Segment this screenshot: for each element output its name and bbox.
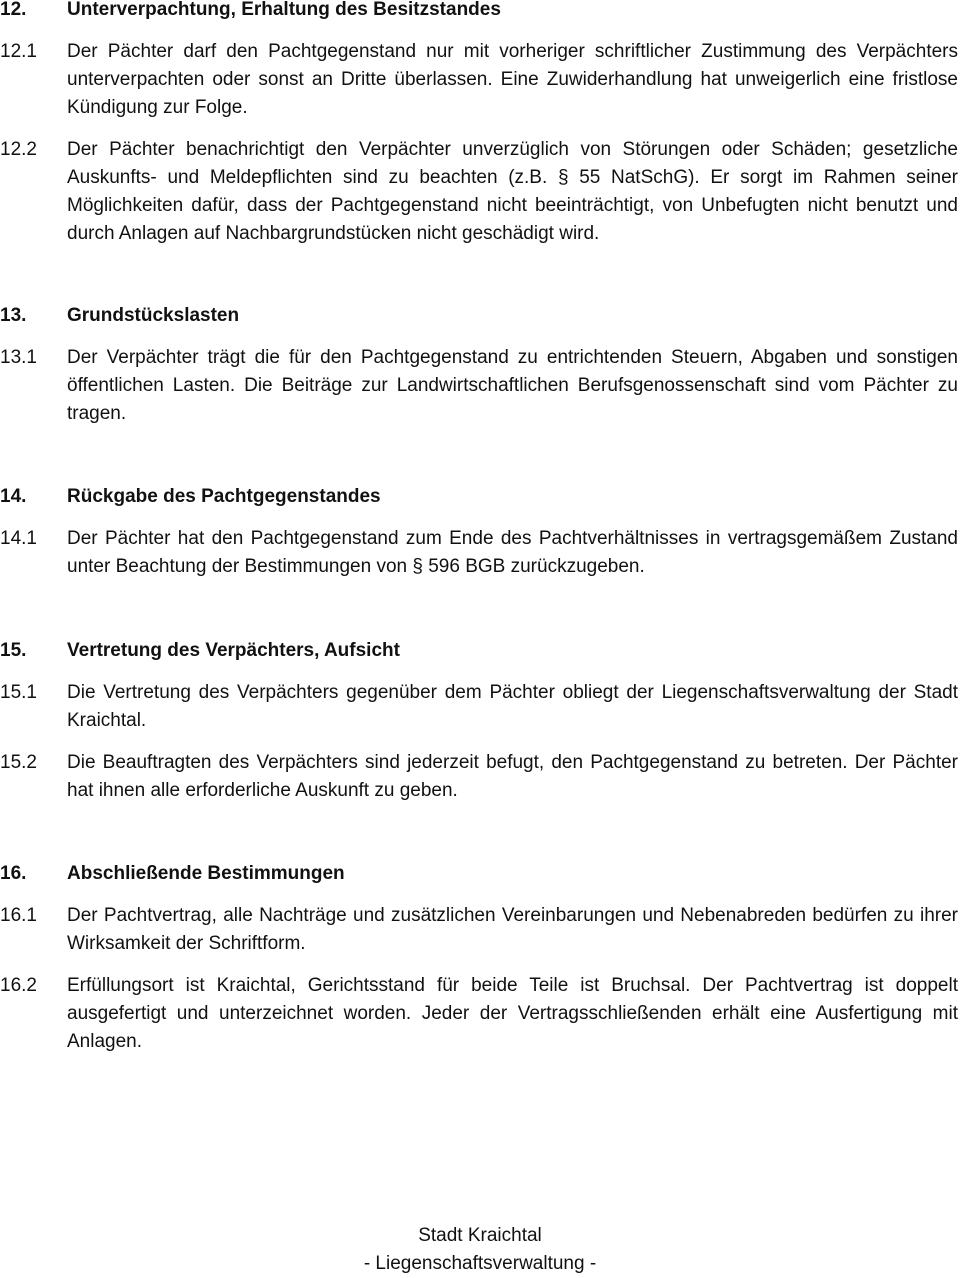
section-title: Grundstückslasten [67,305,240,326]
clause-number: 15.2 [0,752,37,773]
clause-number: 14.1 [0,528,37,549]
section-14 [0,483,960,581]
section-title: Rückgabe des Pachtgegenstandes [67,486,381,507]
clause-15-1 [0,679,960,735]
section-16 [0,860,960,1056]
section-number: 13. [0,305,27,326]
clause-number: 12.2 [0,139,37,160]
clause-number: 16.2 [0,975,37,996]
section-15 [0,637,960,805]
section-heading [0,302,960,330]
section-title: Abschließende Bestimmungen [67,863,345,884]
section-heading [0,0,960,24]
clause-text: Der Pachtvertrag, alle Nachträge und zusätzlichen Vereinbarungen und Nebenabreden bedürfen zu ihrer Wirksamkeit der Schriftform. [67,905,958,954]
page-footer [0,1222,960,1278]
section-heading [0,860,960,888]
clause-text: Die Vertretung des Verpächters gegenüber dem Pächter obliegt der Liegenschaftsverwaltung der Stadt Kraichtal. [67,682,958,731]
clause-number: 16.1 [0,905,37,926]
footer-organization: Stadt Kraichtal [418,1225,542,1246]
section-number: 16. [0,863,27,884]
section-heading [0,637,960,665]
section-12 [0,0,960,248]
clause-text: Der Pächter hat den Pachtgegenstand zum Ende des Pachtverhältnisses in vertragsgemäßem Zustand unter Beachtung der Bestimmungen von § 596 BGB zurückzugeben. [67,528,958,577]
section-13 [0,302,960,428]
clause-number: 12.1 [0,41,37,62]
clause-12-2 [0,136,960,248]
clause-text: Der Verpächter trägt die für den Pachtgegenstand zu entrichtenden Steuern, Abgaben und sonstigen öffentlichen Lasten. Die Beiträge zur Landwirtschaftlichen Berufsgenossenschaft sind vom Pächter zu tragen. [67,347,958,424]
clause-12-1 [0,38,960,122]
clause-text: Der Pächter darf den Pachtgegenstand nur mit vorheriger schriftlicher Zustimmung des Verpächters unterverpachten oder sonst an Dritte überlassen. Eine Zuwiderhandlung hat unweigerlich eine fristlose Kündigung zur Folge. [67,41,958,118]
clause-number: 13.1 [0,347,37,368]
clause-13-1 [0,344,960,428]
section-heading [0,483,960,511]
footer-department: - Liegenschaftsverwaltung - [363,1253,597,1274]
section-number: 15. [0,640,27,661]
clause-text: Die Beauftragten des Verpächters sind jederzeit befugt, den Pachtgegenstand zu betreten. Der Pächter hat ihnen alle erforderliche Auskunft zu geben. [67,752,958,801]
clause-14-1 [0,525,960,581]
clause-15-2 [0,749,960,805]
section-title: Vertretung des Verpächters, Aufsicht [67,640,400,661]
section-title: Unterverpachtung, Erhaltung des Besitzstandes [67,0,501,20]
clause-number: 15.1 [0,682,37,703]
clause-text: Erfüllungsort ist Kraichtal, Gerichtsstand für beide Teile ist Bruchsal. Der Pachtvertrag ist doppelt ausgefertigt und unterzeichnet worden. Jeder der Vertragsschließenden erhält eine Ausfertigung mit Anlagen. [67,975,958,1052]
clause-text: Der Pächter benachrichtigt den Verpächter unverzüglich von Störungen oder Schäden; gesetzliche Auskunfts- und Meldepflichten sind zu beachten (z.B. § 55 NatSchG). Er sorgt im Rahmen seiner Möglichkeiten dafür, dass der Pachtgegenstand nicht beeinträchtigt, von Unbefugten nicht benutzt und durch Anlagen auf Nachbargrundstücken nicht geschädigt wird. [67,139,958,244]
section-number: 14. [0,486,27,507]
clause-16-1 [0,902,960,958]
clause-16-2 [0,972,960,1056]
section-number: 12. [0,0,27,20]
